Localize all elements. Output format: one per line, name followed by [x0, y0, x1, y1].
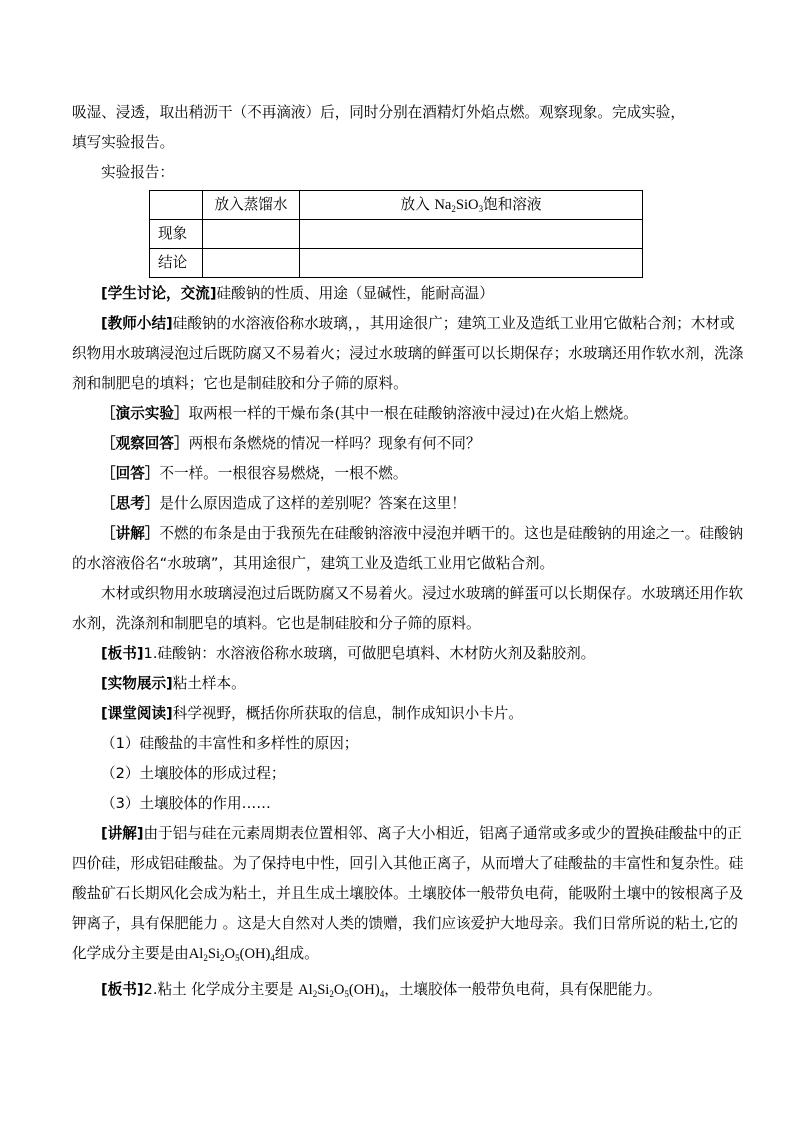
paragraph-board-1: [板书]1.硅酸钠：水溶液俗称水玻璃，可做肥皂填料、木材防火剂及黏胶剂。: [101, 645, 596, 662]
list-item: （1）硅酸盐的丰富性和多样性的原因；: [101, 735, 359, 752]
paragraph-demo-experiment: ［演示实验］取两根一样的干燥布条(其中一根在硅酸钠溶液中浸过)在火焰上燃烧。: [101, 405, 638, 422]
report-label: 实验报告：: [101, 164, 174, 181]
paragraph-answer: ［回答］不一样。一根很容易燃烧，一根不燃。: [101, 465, 408, 482]
table-row: [150, 191, 643, 220]
column-head-distilled-water: 放入蒸馏水: [203, 191, 300, 220]
table-cell-empty: [300, 220, 643, 249]
column-head-sodium-silicate: 放入 $Na_2SiO_3$饱和溶液: [300, 191, 643, 220]
row-head-conclusion: 结论: [150, 249, 203, 278]
experiment-report-table: [149, 190, 643, 278]
table-row: [150, 249, 643, 278]
table-cell-empty: [203, 249, 300, 278]
list-item: （2）土壤胶体的形成过程；: [101, 765, 286, 782]
intro-line-2: 填写实验报告。: [72, 134, 175, 151]
formula-clay: $Al_2Si_2O_5(OH)_4$: [298, 982, 385, 999]
paragraph-board-2: [板书]2.粘土 化学成分主要是 $Al_2Si_2O_5(OH)_4$，土壤胶体一般带负电荷，具有保肥能力。: [101, 981, 662, 999]
paragraph-explanation-2: 木材或织物用水玻璃浸泡过后既防腐又不易着火。浸过水玻璃的鲜蛋可以长期保存。水玻璃还用作软水剂，洗涤剂和制肥皂的填料。它也是制硅胶和分子筛的原料。: [72, 585, 744, 632]
paragraph-student-discussion: [学生讨论，交流]硅酸钠的性质、用途（显碱性，能耐高温）: [101, 285, 494, 302]
paragraph-observe-answer: ［观察回答］两根布条燃烧的情况一样吗？现象有何不同？: [101, 435, 481, 452]
paragraph-explanation-3: [讲解]由于铝与硅在元素周期表位置相邻、离子大小相近，铝离子通常或多或少的置换硅酸盐中的正四价硅，形成铝硅酸盐。为了保持电中性，回引入其他正离子，从而增大了硅酸盐的丰富性和复杂性。硅酸盐矿石长期风化会成为粘土，并且生成土壤胶体。土壤胶体一般带负电荷，能吸附土壤中的铵根离子及钾离子，具有保肥能力 。这是大自然对人类的馈赠，我们应该爱护大地母亲。我们日常所说的粘土,它的化学成分主要是由$Al_2Si_2O_5(OH)_4$组成。: [72, 825, 744, 963]
document-page: [72, 98, 744, 1005]
table-cell-empty: [300, 249, 643, 278]
table-row: [150, 220, 643, 249]
table-cell-empty: [150, 191, 203, 220]
formula-clay: $Al_2Si_2O_5(OH)_4$: [188, 946, 275, 963]
row-head-phenomenon: 现象: [150, 220, 203, 249]
intro-line-1: 吸湿、浸透，取出稍沥干（不再滴液）后，同时分别在酒精灯外焰点燃。观察现象。完成实验，: [72, 104, 685, 121]
paragraph-explanation-1: ［讲解］不燃的布条是由于我预先在硅酸钠溶液中浸泡并晒干的。这也是硅酸钠的用途之一。硅酸钠的水溶液俗名“水玻璃”，其用途很广，建筑工业及造纸工业用它做粘合剂。: [72, 525, 744, 572]
paragraph-think: ［思考］是什么原因造成了这样的差别呢？答案在这里！: [101, 495, 466, 512]
paragraph-sample-display: [实物展示]粘土样本。: [101, 675, 246, 692]
paragraph-class-reading: [课堂阅读]科学视野，概括你所获取的信息，制作成知识小卡片。: [101, 705, 523, 722]
list-item: （3）土壤胶体的作用……: [101, 795, 271, 812]
table-cell-empty: [203, 220, 300, 249]
paragraph-teacher-summary: [教师小结]硅酸钠的水溶液俗称水玻璃，，其用途很广；建筑工业及造纸工业用它做粘合剂；木材或织物用水玻璃浸泡过后既防腐又不易着火；浸过水玻璃的鲜蛋可以长期保存；水玻璃还用作软水剂，洗涤剂和制肥皂的填料；它也是制硅胶和分子筛的原料。: [72, 315, 744, 392]
